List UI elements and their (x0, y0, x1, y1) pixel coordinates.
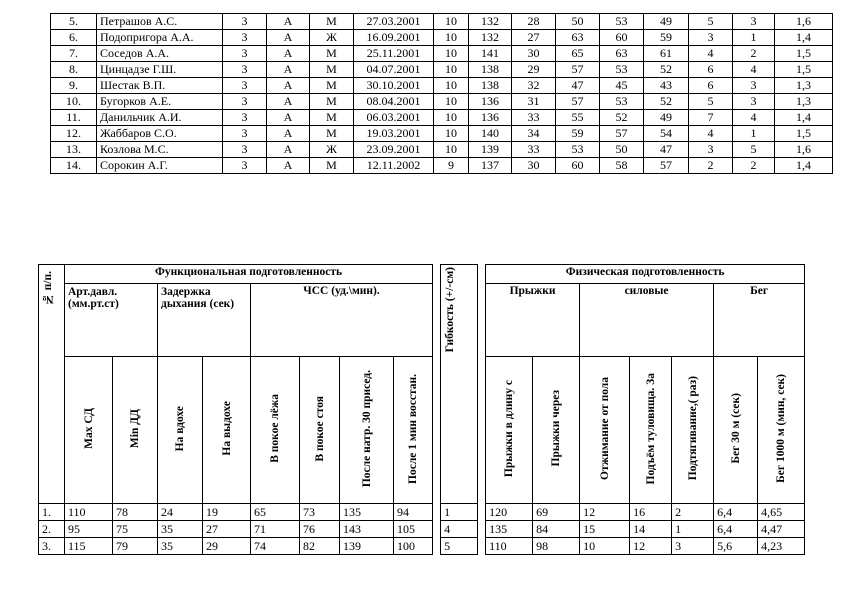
table-cell: 10 (434, 94, 469, 110)
table-cell: 5. (51, 14, 97, 30)
table-cell: 3. (39, 538, 65, 555)
table-cell: 65 (251, 504, 300, 521)
table-cell: 50 (556, 14, 600, 30)
table-cell: 25.11.2001 (354, 46, 434, 62)
table-cell: 10 (434, 14, 469, 30)
min-dd-header: Min ДД (113, 357, 158, 504)
table-cell: 45 (600, 78, 644, 94)
table-cell: Бугорков А.Е. (97, 94, 223, 110)
table-cell: 52 (644, 62, 689, 78)
table-cell: 13. (51, 142, 97, 158)
table-cell: 5 (689, 94, 733, 110)
table-cell: А (267, 46, 310, 62)
column-gap (433, 538, 441, 555)
table-cell: 55 (556, 110, 600, 126)
table-cell: 65 (556, 46, 600, 62)
column-gap (433, 504, 441, 521)
table-cell: 1,4 (775, 30, 833, 46)
table-cell: 7 (689, 110, 733, 126)
table-cell: 33 (512, 110, 556, 126)
table-cell: 57 (644, 158, 689, 174)
table-cell: 35 (158, 521, 203, 538)
table-cell: 138 (469, 62, 512, 78)
table-cell: 1,6 (775, 14, 833, 30)
flexibility-header: Гибкость (+/-см) (441, 265, 478, 504)
column-gap (433, 265, 441, 504)
run-1000-header: Бег 1000 м (мин, сек) (758, 357, 805, 504)
table-cell: 69 (533, 504, 580, 521)
table-cell: А (267, 78, 310, 94)
table-cell: 32 (512, 78, 556, 94)
table-cell: 3 (223, 46, 267, 62)
table-cell: М (310, 62, 354, 78)
table-cell: 132 (469, 14, 512, 30)
table-cell: 35 (158, 538, 203, 555)
table-cell: 27 (512, 30, 556, 46)
table-cell: 57 (556, 94, 600, 110)
table-cell: 3 (223, 78, 267, 94)
table-cell: Соседов А.А. (97, 46, 223, 62)
table-cell: 10 (434, 30, 469, 46)
table-cell: 78 (113, 504, 158, 521)
table-cell: 3 (223, 14, 267, 30)
table-cell: Ж (310, 30, 354, 46)
table-cell: 4 (689, 46, 733, 62)
table-cell: 29 (203, 538, 251, 555)
table-cell: 4 (733, 62, 775, 78)
table-row (51, 30, 833, 46)
table-cell: А (267, 14, 310, 30)
table-cell: 5 (733, 142, 775, 158)
table-cell: 6,4 (714, 504, 758, 521)
table-cell: Шестак В.П. (97, 78, 223, 94)
table-cell: 16.09.2001 (354, 30, 434, 46)
table-cell: Цинцадзе Г.Ш. (97, 62, 223, 78)
table-cell: 98 (533, 538, 580, 555)
table-cell: 11. (51, 110, 97, 126)
table-cell: Петрашов А.С. (97, 14, 223, 30)
table-cell: 10 (434, 46, 469, 62)
run-30-header: Бег 30 м (сек) (714, 357, 758, 504)
table-cell: 30 (512, 158, 556, 174)
table-cell: 1,4 (775, 158, 833, 174)
table-cell: 115 (65, 538, 113, 555)
table-cell: М (310, 126, 354, 142)
table-cell: 1,5 (775, 46, 833, 62)
table-cell: 12.11.2002 (354, 158, 434, 174)
table-cell: 15 (580, 521, 630, 538)
table-cell: 3 (223, 110, 267, 126)
table-cell: А (267, 94, 310, 110)
table-cell: 5 (689, 14, 733, 30)
table-cell: 4,65 (758, 504, 805, 521)
table-cell: 105 (394, 521, 433, 538)
table-cell: 79 (113, 538, 158, 555)
table-cell: 71 (251, 521, 300, 538)
column-gap (478, 265, 486, 504)
table-cell: 110 (486, 538, 533, 555)
breath-hold-header: Задержка дыхания (сек) (158, 284, 251, 357)
table-cell: 6 (689, 78, 733, 94)
table-cell: 4 (441, 521, 478, 538)
table-cell: 6,4 (714, 521, 758, 538)
pullups-header: Подтягивание,( раз) (672, 357, 714, 504)
sit-ups-header: Подъём туловища. За (630, 357, 672, 504)
table-cell: А (267, 142, 310, 158)
table-cell: 14 (630, 521, 672, 538)
table-cell: 30.10.2001 (354, 78, 434, 94)
table-cell: 3 (223, 142, 267, 158)
after-squats-header: После натр. 30 присед. (340, 357, 394, 504)
table-cell: 8. (51, 62, 97, 78)
table-cell: 1,6 (775, 142, 833, 158)
table-row (51, 142, 833, 158)
students-table (50, 13, 833, 174)
table-cell: 59 (644, 30, 689, 46)
table-cell: 76 (300, 521, 340, 538)
table-cell: 43 (644, 78, 689, 94)
table-cell: 10 (434, 78, 469, 94)
table-cell: 47 (644, 142, 689, 158)
rest-lying-header: В покое лёжа (251, 357, 300, 504)
table-cell: 60 (600, 30, 644, 46)
table-cell: 52 (600, 110, 644, 126)
num-header: № п/п. (39, 265, 65, 504)
table-row (51, 94, 833, 110)
table-cell: А (267, 30, 310, 46)
table-cell: 140 (469, 126, 512, 142)
table-cell: 3 (672, 538, 714, 555)
table-cell: 60 (556, 158, 600, 174)
table-cell: 58 (600, 158, 644, 174)
table-cell: 10 (434, 110, 469, 126)
table-cell: 141 (469, 46, 512, 62)
column-gap (433, 521, 441, 538)
table-cell: А (267, 62, 310, 78)
strength-header: силовые (580, 284, 714, 357)
table-row (51, 78, 833, 94)
table-cell: 74 (251, 538, 300, 555)
table-cell: 3 (223, 30, 267, 46)
table-cell: 06.03.2001 (354, 110, 434, 126)
table-cell: 2 (733, 46, 775, 62)
table-cell: 94 (394, 504, 433, 521)
pushups-header: Отжимание от пола (580, 357, 630, 504)
functional-header: Функциональная подготовленность (65, 265, 433, 284)
table-cell: 10. (51, 94, 97, 110)
inhale-header: На вдохе (158, 357, 203, 504)
jumps-header: Прыжки (486, 284, 580, 357)
table-cell: Ж (310, 142, 354, 158)
table-cell: 139 (340, 538, 394, 555)
table-cell: 3 (223, 158, 267, 174)
table-cell: 19.03.2001 (354, 126, 434, 142)
table-cell: 47 (556, 78, 600, 94)
jump-rope-header: Прыжки через (533, 357, 580, 504)
table-cell: 9. (51, 78, 97, 94)
students-table-body (51, 14, 833, 174)
table-cell: 75 (113, 521, 158, 538)
table-cell: А (267, 158, 310, 174)
table-cell: 08.04.2001 (354, 94, 434, 110)
table-cell: М (310, 94, 354, 110)
table-cell: 3 (223, 94, 267, 110)
table-cell: 6. (51, 30, 97, 46)
table-cell: 54 (644, 126, 689, 142)
table-cell: 110 (65, 504, 113, 521)
table-cell: 10 (434, 142, 469, 158)
table-cell: 23.09.2001 (354, 142, 434, 158)
table-cell: 4 (689, 126, 733, 142)
table-cell: 100 (394, 538, 433, 555)
table-cell: 59 (556, 126, 600, 142)
table-cell: 2. (39, 521, 65, 538)
table-cell: 137 (469, 158, 512, 174)
table-cell: 5 (441, 538, 478, 555)
table-cell: 143 (340, 521, 394, 538)
table-cell: 135 (340, 504, 394, 521)
table-cell: 2 (689, 158, 733, 174)
table-row (51, 46, 833, 62)
readiness-table-body (39, 504, 805, 555)
table-cell: 63 (556, 30, 600, 46)
table-cell: 57 (600, 126, 644, 142)
table-cell: 6 (689, 62, 733, 78)
table-row (51, 110, 833, 126)
table-cell: Данильчик А.И. (97, 110, 223, 126)
column-gap (478, 521, 486, 538)
table-cell: 53 (556, 142, 600, 158)
table-cell: 24 (158, 504, 203, 521)
table-row (51, 14, 833, 30)
table-cell: 4 (733, 110, 775, 126)
table-cell: М (310, 158, 354, 174)
table-cell: М (310, 46, 354, 62)
table-cell: 136 (469, 94, 512, 110)
table-cell: М (310, 110, 354, 126)
table-cell: 63 (600, 46, 644, 62)
table-cell: 1 (672, 521, 714, 538)
table-cell: 84 (533, 521, 580, 538)
table-cell: 29 (512, 62, 556, 78)
table-cell: 61 (644, 46, 689, 62)
table-row (51, 126, 833, 142)
table-cell: М (310, 14, 354, 30)
table-cell: 53 (600, 14, 644, 30)
table-cell: 53 (600, 62, 644, 78)
table-cell: Козлова М.С. (97, 142, 223, 158)
table-cell: 2 (672, 504, 714, 521)
table-cell: 5,6 (714, 538, 758, 555)
art-pressure-header: Арт.давл. (мм.рт.ст) (65, 284, 158, 357)
table-cell: 12 (580, 504, 630, 521)
table-cell: 33 (512, 142, 556, 158)
table-cell: 04.07.2001 (354, 62, 434, 78)
table-cell: Подопригора А.А. (97, 30, 223, 46)
table-cell: Сорокин А.Г. (97, 158, 223, 174)
table-cell: 3 (733, 14, 775, 30)
table-cell: 82 (300, 538, 340, 555)
rest-standing-header: В покое стоя (300, 357, 340, 504)
table-cell: 1,5 (775, 126, 833, 142)
table-cell: 49 (644, 14, 689, 30)
table-row (39, 538, 805, 555)
table-cell: 138 (469, 78, 512, 94)
after-recovery-header: После 1 мин восстан. (394, 357, 433, 504)
max-sd-header: Max СД (65, 357, 113, 504)
table-cell: 31 (512, 94, 556, 110)
table-cell: 9 (434, 158, 469, 174)
table-cell: 1,3 (775, 78, 833, 94)
table-cell: 12 (630, 538, 672, 555)
table-cell: 27 (203, 521, 251, 538)
table-cell: 139 (469, 142, 512, 158)
table-cell: 3 (223, 126, 267, 142)
table-cell: 10 (434, 126, 469, 142)
table-cell: 53 (600, 94, 644, 110)
table-cell: 10 (580, 538, 630, 555)
table-cell: 10 (434, 62, 469, 78)
table-cell: 14. (51, 158, 97, 174)
column-gap (478, 504, 486, 521)
run-header: Бег (714, 284, 805, 357)
table-cell: 57 (556, 62, 600, 78)
table-cell: 1,5 (775, 62, 833, 78)
table-cell: 12. (51, 126, 97, 142)
table-cell: А (267, 110, 310, 126)
table-cell: 95 (65, 521, 113, 538)
table-row (39, 504, 805, 521)
table-cell: 50 (600, 142, 644, 158)
table-cell: 1 (733, 30, 775, 46)
table-cell: 2 (733, 158, 775, 174)
table-cell: 132 (469, 30, 512, 46)
table-cell: 120 (486, 504, 533, 521)
table-cell: 49 (644, 110, 689, 126)
table-row (51, 158, 833, 174)
table-cell: 19 (203, 504, 251, 521)
table-cell: А (267, 126, 310, 142)
table-cell: М (310, 78, 354, 94)
table-cell: 52 (644, 94, 689, 110)
exhale-header: На выдохе (203, 357, 251, 504)
table-cell: 135 (486, 521, 533, 538)
table-row (51, 62, 833, 78)
table-cell: 3 (223, 62, 267, 78)
physical-header: Физическая подготовленность (486, 265, 805, 284)
table-cell: Жаббаров С.О. (97, 126, 223, 142)
column-gap (478, 538, 486, 555)
table-cell: 3 (733, 78, 775, 94)
table-cell: 3 (689, 142, 733, 158)
table-cell: 3 (689, 30, 733, 46)
table-cell: 3 (733, 94, 775, 110)
table-cell: 1. (39, 504, 65, 521)
table-cell: 1,4 (775, 110, 833, 126)
table-row (39, 521, 805, 538)
table-cell: 1 (733, 126, 775, 142)
table-cell: 16 (630, 504, 672, 521)
table-cell: 34 (512, 126, 556, 142)
heart-rate-header: ЧСС (уд.\мин). (251, 284, 433, 357)
table-cell: 28 (512, 14, 556, 30)
table-cell: 27.03.2001 (354, 14, 434, 30)
long-jump-header: Прыжки в длину с (486, 357, 533, 504)
table-cell: 1,3 (775, 94, 833, 110)
readiness-table (38, 264, 805, 555)
table-cell: 1 (441, 504, 478, 521)
table-cell: 30 (512, 46, 556, 62)
table-cell: 4,47 (758, 521, 805, 538)
table-cell: 136 (469, 110, 512, 126)
table-cell: 7. (51, 46, 97, 62)
table-cell: 4,23 (758, 538, 805, 555)
table-cell: 73 (300, 504, 340, 521)
